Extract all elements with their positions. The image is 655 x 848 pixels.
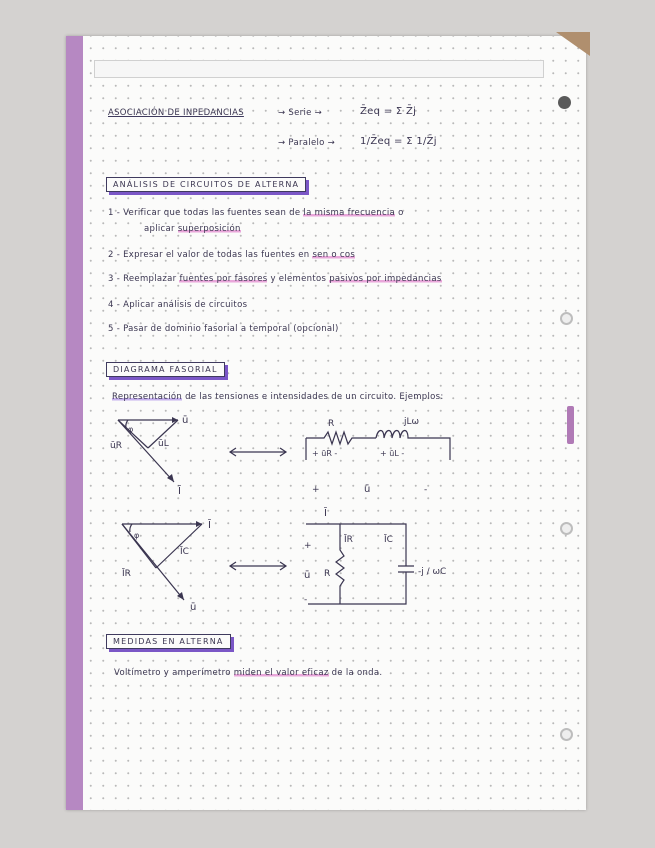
label-ul: ūL	[158, 439, 169, 449]
label-ir: ĪR	[122, 569, 131, 579]
step-3-highlight-1: fuentes por fasores	[179, 274, 268, 284]
heading-analisis: ANÁLISIS DE CIRCUITOS DE ALTERNA	[106, 177, 306, 192]
label-phi: φ	[134, 531, 140, 540]
label-plus: +	[304, 541, 312, 551]
phasor-ic	[156, 524, 202, 568]
label-i: Ī	[208, 520, 211, 531]
diagrama-highlight: Representación	[112, 392, 183, 402]
step-1-cont	[144, 224, 241, 234]
label-u: ū	[182, 415, 189, 426]
binder-hole	[560, 312, 573, 325]
step-3-text: 3 - Reemplazar	[108, 274, 180, 284]
step-3-mid: y elementos	[267, 274, 330, 284]
step-3-highlight-2: pasivos por impedancias	[329, 274, 442, 284]
medidas-end: de la onda.	[328, 668, 383, 678]
step-2-text: 2 - Expresar el valor de todas las fuentes en	[108, 250, 313, 260]
label-minus: -	[304, 595, 308, 605]
serie-label: → Serie →	[278, 108, 323, 118]
step-1-text: 1 - Verificar que todas las fuentes sean de	[108, 208, 304, 218]
medidas-text	[114, 668, 382, 678]
label-i: Ī	[178, 486, 181, 497]
heading-diagrama: DIAGRAMA FASORIAL	[106, 362, 225, 377]
paralelo-label: → Paralelo →	[278, 138, 336, 148]
medidas-highlight: miden el valor eficaz	[233, 668, 329, 678]
heading-medidas: MEDIDAS EN ALTERNA	[106, 634, 231, 649]
label-r: R	[328, 419, 335, 429]
binder-hole	[558, 96, 571, 109]
assoc-title: ASOCIACIÓN DE INPEDANCIAS	[108, 108, 244, 118]
angle-arc	[130, 524, 132, 532]
serie-formula: Z̄eq = Σ Z̄j	[360, 106, 417, 117]
binder-hole	[560, 522, 573, 535]
label-ir-circuit: ĪR	[344, 535, 353, 545]
page-corner	[556, 32, 590, 56]
margin-bar	[66, 36, 83, 810]
label-u: ū	[190, 602, 197, 613]
binder-hole	[560, 728, 573, 741]
label-minus: -	[424, 485, 428, 495]
step-1-end: o	[395, 208, 404, 218]
label-ur: ūR	[110, 441, 122, 451]
label-plus-ur: + ūR -	[312, 449, 338, 458]
step-5: 5 - Pasar de dominio fasorial a temporal (opcional)	[108, 324, 339, 334]
step-1-cont-text: aplicar	[144, 224, 178, 234]
figure-series-rl	[106, 410, 506, 500]
diagrama-text: de las tensiones e intensidades de un circuito. Ejemplos:	[182, 392, 444, 402]
parallel-circuit	[306, 524, 414, 604]
label-capacitor: -j / ωC	[418, 567, 447, 577]
label-plus-ul: + ūL -	[380, 449, 405, 458]
label-ic-circuit: ĪC	[384, 535, 393, 545]
step-3	[108, 274, 442, 284]
step-1-highlight: la misma frecuencia	[303, 208, 396, 218]
step-2-highlight: sen o cos	[312, 250, 356, 260]
label-ic: ĪC	[180, 547, 189, 557]
step-1-cont-highlight: superposición	[177, 224, 241, 234]
medidas-start: Voltímetro y amperímetro	[114, 668, 234, 678]
page-tab	[567, 406, 574, 444]
header-box	[94, 60, 544, 78]
diagrama-desc	[112, 392, 444, 402]
paralelo-formula: 1/Z̄eq = Σ 1/Z̄j	[360, 136, 437, 147]
label-plus: +	[312, 485, 320, 495]
label-jlw: jLω	[404, 417, 420, 427]
phasor-i	[118, 420, 174, 482]
phasor-u	[122, 524, 184, 600]
step-1	[108, 208, 404, 218]
label-phi: φ	[128, 425, 134, 434]
figure-parallel-rc	[106, 504, 506, 614]
label-u-bottom: ū	[364, 484, 371, 495]
step-4: 4 - Aplicar análisis de circuitos	[108, 300, 248, 310]
step-2	[108, 250, 355, 260]
label-i-top: Ī	[324, 508, 327, 519]
notebook-page	[66, 36, 586, 810]
label-u-circuit: ū	[304, 570, 311, 581]
label-r: R	[324, 569, 331, 579]
